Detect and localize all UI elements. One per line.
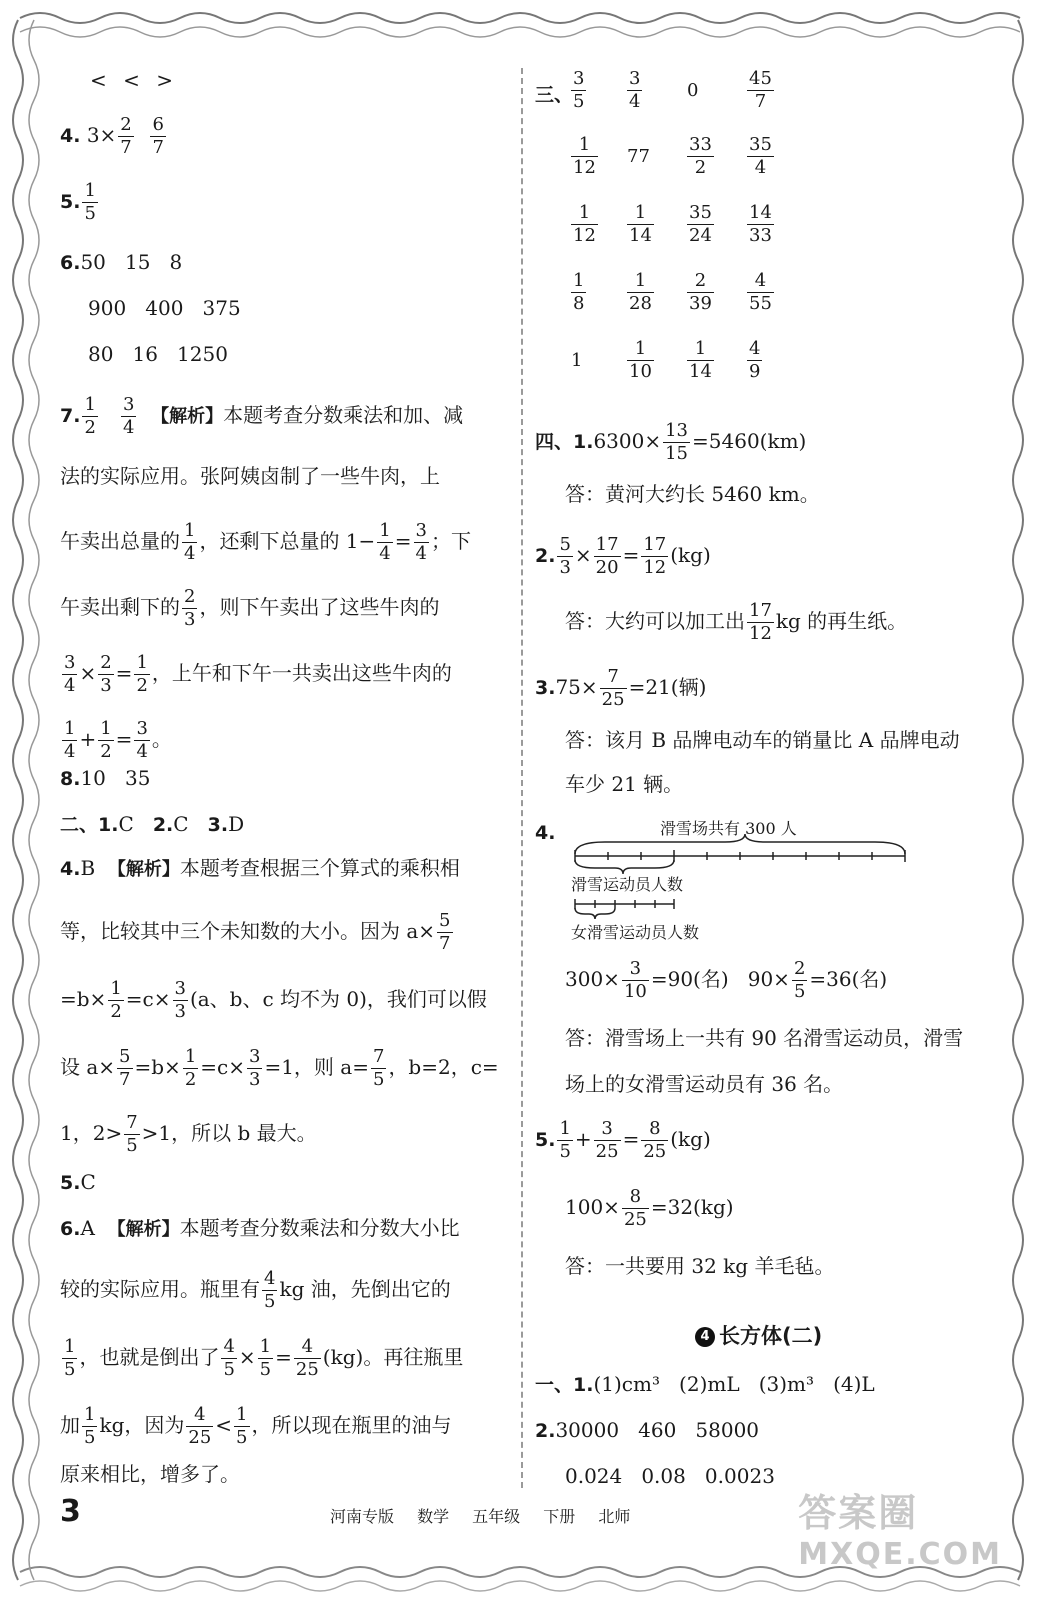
denominator: 12 [573,225,596,246]
fraction [641,534,668,579]
diagram-athletes-label: 滑雪运动员人数 [571,875,684,894]
numerator: 2 [793,958,806,979]
numerator: 1 [571,202,598,225]
numerator: 1 [84,1404,96,1425]
numerator: 3 [122,394,135,415]
grid-cell: 0 [687,80,699,101]
denominator: 8 [573,293,585,314]
denominator: 25 [295,1359,319,1380]
s4q4-answer-2: 场上的女滑雪运动员有 36 名。 [565,1072,844,1096]
denominator: 5 [793,981,806,1002]
q6-values-2: 900 400 375 [88,296,241,320]
denominator: 2 [110,1001,122,1022]
fraction [687,338,714,383]
fraction [792,958,807,1003]
grid-cell [627,270,654,315]
fraction [627,338,654,383]
numerator: 1 [64,1336,76,1357]
fraction [557,1118,572,1163]
fraction [121,394,136,439]
numerator: 45 [749,68,772,89]
analysis-tag: 【解析】 [107,859,180,880]
numerator: 3 [415,520,427,541]
grid-cell: 1 [571,350,583,371]
fraction [437,910,452,955]
denominator: 14 [629,225,652,246]
fraction [571,68,586,113]
fraction [82,180,97,225]
q4-answer [60,114,168,159]
s4q1-answer: 答：黄河大约长 5460 km。 [565,482,820,506]
denominator: 2 [184,1069,197,1090]
fraction [377,520,392,565]
denominator: 25 [601,689,625,710]
denominator: 10 [629,361,652,382]
section3-label: 三、 [535,84,574,106]
denominator: 2 [694,157,707,178]
numerator: 1 [64,718,76,739]
n2-answer: 2.30000 460 58000 [535,1418,760,1442]
fraction [687,134,714,179]
q7-text-3: 午卖出总量的 $\frac{1}{4}$ ，还剩下总量的 1− $\frac{1}{4}$ = $\frac{3}{4}$ ；下 [60,520,471,564]
fraction [118,114,133,159]
numerator: 4 [264,1268,276,1289]
grid-cell [571,202,598,247]
fraction [258,1336,273,1381]
numerator: 8 [641,1118,668,1141]
s4q5-answer: 答：一共要用 32 kg 羊毛毡。 [565,1254,835,1278]
denominator: 5 [559,1141,571,1162]
numerator: 4 [749,338,761,359]
s4q5-label: 5. [535,1129,556,1151]
numerator: 1 [259,1336,272,1357]
numerator: 17 [643,534,667,555]
diagram-total-label: 滑雪场共有 300 人 [660,819,797,838]
fraction [747,600,774,645]
denominator: 3 [174,1001,186,1022]
denominator: 7 [439,933,451,954]
analysis-tag: 【解析】 [107,1219,180,1240]
numerator: 1 [110,978,122,999]
s2q6-text-2: 较的实际应用。瓶里有 $\frac{4}{5}$ kg 油，先倒出它的 [60,1268,451,1312]
numerator: 17 [749,600,772,621]
s2q6-text-4: 加 $\frac{1}{5}$ kg，因为 $\frac{4}{25}$ < $\frac{1}{5}$ ，所以现在瓶里的油与 [60,1404,452,1448]
footer-text: 河南专版 数学 五年级 下册 北师 [330,1507,631,1526]
s2q4-answer-line1: 4.B 【解析】本题考查根据三个算式的乘积相 [60,856,460,880]
fraction [571,202,598,247]
q5-answer [60,180,100,225]
denominator: 25 [188,1427,212,1448]
numerator: 17 [595,534,619,555]
section-number-badge: 4 [695,1327,715,1347]
fraction [221,1336,236,1381]
denominator: 5 [573,91,585,112]
numerator: 1 [627,338,654,361]
grid-cell [687,270,714,315]
grid-cell [747,202,774,247]
fraction [98,718,113,763]
fraction [641,1118,668,1163]
denominator: 12 [749,623,772,644]
fraction [747,270,774,315]
grid-cell [571,68,586,113]
grid-cell: 77 [627,146,650,167]
denominator: 4 [64,741,76,762]
numerator: 1 [627,202,654,225]
section-title: 长方体(二) [719,1324,823,1348]
fraction [247,1046,262,1091]
denominator: 4 [629,91,641,112]
fraction [571,270,586,315]
s2q4-text-2: 等，比较其中三个未知数的大小。因为 a× $\frac{5}{7}$ [60,910,451,954]
s4-label: 四、1. [535,431,594,453]
denominator: 12 [573,157,596,178]
s4q2-answer: 答：大约可以加工出 $\frac{17}{12}$ kg 的再生纸。 [565,600,908,644]
fraction [594,534,621,579]
numerator: 2 [687,270,714,293]
numerator: 1 [136,652,148,673]
numerator: 1 [100,718,112,739]
left-column [60,58,510,1498]
q8-answer [60,764,150,793]
denominator: 2 [100,741,112,762]
q6-values-3: 80 16 1250 [88,342,228,366]
fraction [594,1118,621,1163]
numerator: 4 [294,1336,321,1359]
fraction [234,1404,249,1449]
grid-cell [747,68,774,113]
fraction [414,520,429,565]
grid-cell [747,338,762,383]
s4q3-answer-1: 答：该月 B 品牌电动车的销量比 A 品牌电动 [565,728,960,752]
q7-text-2: 法的实际应用。张阿姨卤制了一些牛肉，上 [60,464,440,488]
fraction [663,420,690,465]
column-divider [521,68,523,1488]
grid-cell [687,202,714,247]
denominator: 7 [120,137,132,158]
fraction [173,978,188,1023]
fraction [627,202,654,247]
grid-cell [747,134,774,179]
numerator: 3 [136,718,148,739]
q6-label: 6. [60,252,81,274]
numerator: 2 [120,114,132,135]
numerator: 5 [559,534,571,555]
denominator: 25 [623,1209,647,1230]
denominator: 3 [249,1069,261,1090]
page-number: 3 [60,1494,81,1529]
numerator: 14 [749,202,772,223]
q8-label: 8. [60,768,81,790]
fraction [62,652,77,697]
denominator: 4 [415,543,427,564]
s4q4-calc: 300× $\frac{3}{10}$ =90(名) 90× $\frac{2}{5}$ =36(名) [565,958,888,1002]
fraction [747,134,774,179]
segment-diagram [565,816,965,942]
numerator: 1 [687,338,714,361]
numerator: 4 [747,270,774,293]
fraction [747,338,762,383]
q4-expr: 3× [86,123,117,147]
denominator: 15 [665,443,689,464]
n2-label: 2. [535,1420,556,1442]
numerator: 5 [439,910,451,931]
denominator: 5 [223,1359,235,1380]
s2-label: 二、1. [60,814,119,836]
s4q3-calc: 3.75× $\frac{7}{25}$ =21(辆) [535,666,707,710]
fraction [134,718,149,763]
numerator: 4 [223,1336,235,1357]
denominator: 33 [749,225,772,246]
numerator: 8 [622,1186,649,1209]
denominator: 2 [136,675,148,696]
fraction [747,202,774,247]
denominator: 9 [749,361,761,382]
section2-answers: 二、1.C 2.C 3.D [60,812,245,836]
s2q6-text-5: 原来相比，增多了。 [60,1462,240,1486]
grid-cell [747,270,774,315]
q7-label: 7. [60,405,81,427]
s2q6-label: 6. [60,1218,81,1240]
denominator: 5 [236,1427,248,1448]
denominator: 12 [643,557,667,578]
s2q6-answer-line1: 6.A 【解析】本题考查分数乘法和分数大小比 [60,1216,460,1240]
fraction [82,1404,97,1449]
fraction [62,1336,77,1381]
numerator: 1 [571,134,598,157]
fraction [98,652,113,697]
denominator: 5 [264,1291,276,1312]
numerator: 13 [665,420,689,441]
fraction [747,68,774,113]
denominator: 24 [689,225,712,246]
s2q5-answer: 5.C [60,1170,96,1194]
numerator: 2 [184,586,196,607]
s2q4-text-3: =b× $\frac{1}{2}$ =c× $\frac{3}{3}$ (a、b、c 均不为 0)，我们可以假 [60,978,487,1022]
denominator: 5 [259,1359,272,1380]
q6-values-1: 50 15 8 [80,250,183,274]
fraction [294,1336,321,1381]
section-heading [695,1320,822,1350]
numerator: 3 [64,652,76,673]
s4q2-label: 2. [535,545,556,567]
watermark-text: 答案圈 [798,1491,919,1535]
denominator: 2 [84,417,96,438]
denominator: 5 [372,1069,385,1090]
denominator: 4 [136,741,148,762]
s2q4-label: 4. [60,858,81,880]
fraction [182,520,197,565]
s4q5-calc-2: 100× $\frac{8}{25}$ =32(kg) [565,1186,734,1230]
fraction [571,134,598,179]
fraction [622,958,649,1003]
denominator: 3 [100,675,112,696]
fraction [124,1112,139,1157]
s4q4-answer-1: 答：滑雪场上一共有 90 名滑雪运动员，滑雪 [565,1026,964,1050]
numerator: 3 [629,68,641,89]
q7-text-4: 午卖出剩下的 $\frac{2}{3}$ ，则下午卖出了这些牛肉的 [60,586,440,630]
denominator: 4 [122,417,135,438]
numerator: 35 [689,202,712,223]
denominator: 5 [126,1135,138,1156]
fraction [183,1046,198,1091]
watermark [798,1482,1002,1572]
numerator: 1 [627,270,654,293]
denominator: 4 [64,675,76,696]
grid-cell [627,338,654,383]
fraction [627,270,654,315]
numerator: 1 [184,1046,197,1067]
denominator: 7 [754,91,767,112]
numerator: 3 [174,978,186,999]
q7-text-5: $\frac{3}{4}$ × $\frac{2}{3}$ = $\frac{1}{2}$ ，上午和下午一共卖出这些牛肉的 [64,652,452,696]
denominator: 10 [623,981,647,1002]
fraction [262,1268,277,1313]
fraction [150,114,165,159]
fraction [82,394,97,439]
numerator: 3 [622,958,649,981]
fraction [687,202,714,247]
right-column [535,58,1005,1498]
numerator: 1 [559,1118,571,1139]
numerator: 3 [249,1046,261,1067]
watermark-url: MXQE.COM [798,1537,1002,1572]
numerator: 6 [152,114,164,135]
fraction [627,68,642,113]
s4q3-label: 3. [535,677,556,699]
numerator: 1 [84,180,96,201]
numerator: 4 [186,1404,213,1427]
n1-answer: 一、1.(1)cm³ (2)mL (3)m³ (4)L [535,1372,875,1396]
fraction [134,652,149,697]
numerator: 5 [119,1046,131,1067]
answer-page [60,58,1005,1538]
numerator: 7 [600,666,627,689]
fraction [371,1046,386,1091]
q6-answer-row1 [60,248,182,277]
grid-cell [627,202,654,247]
comparison-symbols: < < > [90,68,173,92]
fraction [108,978,123,1023]
numerator: 2 [100,652,112,673]
grid-cell [627,68,642,113]
fraction [622,1186,649,1231]
denominator: 28 [629,293,652,314]
numerator: 1 [84,394,96,415]
denominator: 25 [595,1141,619,1162]
q4-label: 4. [60,125,81,147]
s2q4-text-5: 1，2> $\frac{7}{5}$ >1，所以 b 最大。 [60,1112,317,1156]
fraction [687,270,714,315]
q7-answer-line1 [60,394,463,439]
denominator: 7 [119,1069,131,1090]
denominator: 25 [643,1141,667,1162]
denominator: 20 [595,557,619,578]
fraction [117,1046,132,1091]
numerator: 7 [126,1112,138,1133]
n1-label: 一、1. [535,1374,594,1396]
denominator: 4 [754,157,767,178]
numerator: 1 [236,1404,248,1425]
fraction [62,718,77,763]
denominator: 4 [379,543,391,564]
fraction [186,1404,213,1449]
q7-text-1: 本题考查分数乘法和加、减 [223,403,464,427]
numerator: 1 [184,520,196,541]
s4q2-calc: 2. $\frac{5}{3}$ × $\frac{17}{20}$ = $\frac{17}{12}$ (kg) [535,534,711,578]
denominator: 4 [184,543,196,564]
s2q4-text-4: 设 a× $\frac{5}{7}$ =b× $\frac{1}{2}$ =c× $\frac{3}{3}$ =1，则 a= $\frac{7}{5}$ ，b=2，c= [60,1046,499,1090]
denominator: 3 [184,609,196,630]
denominator: 39 [689,293,712,314]
numerator: 1 [379,520,391,541]
numerator: 7 [372,1046,385,1067]
fraction [557,534,572,579]
numerator: 3 [594,1118,621,1141]
s4q5-calc-1: 5. $\frac{1}{5}$ + $\frac{3}{25}$ = $\frac{8}{25}$ (kg) [535,1118,711,1162]
analysis-tag: 【解析】 [151,406,224,427]
diagram-female-athletes-label: 女滑雪运动员人数 [571,923,700,942]
s4q3-answer-2: 车少 21 辆。 [565,772,684,796]
n2-answer-row2: 0.024 0.08 0.0023 [565,1464,775,1488]
s2q6-text-3: $\frac{1}{5}$ ，也就是倒出了 $\frac{4}{5}$ × $\frac{1}{5}$ = $\frac{4}{25}$ (kg)。再往瓶里 [64,1336,464,1380]
denominator: 7 [152,137,164,158]
grid-cell [687,134,714,179]
grid-cell [571,134,598,179]
denominator: 5 [84,203,96,224]
s4q4-label: 4. [535,822,556,844]
q7-text-6: $\frac{1}{4}$ + $\frac{1}{2}$ = $\frac{3}{4}$ 。 [64,718,172,762]
grid-cell [571,270,586,315]
s4q1-calc: 四、1.6300× $\frac{13}{15}$ =5460(km) [535,420,807,464]
q8-values: 10 35 [80,766,151,790]
denominator: 14 [689,361,712,382]
denominator: 55 [749,293,772,314]
numerator: 1 [573,270,585,291]
s2q5-label: 5. [60,1172,81,1194]
numerator: 35 [749,134,772,155]
denominator: 3 [559,557,571,578]
fraction [182,586,197,631]
numerator: 3 [573,68,585,89]
denominator: 5 [64,1359,76,1380]
fraction [600,666,627,711]
numerator: 33 [689,134,712,155]
denominator: 5 [84,1427,96,1448]
q5-label: 5. [60,191,81,213]
grid-cell [687,338,714,383]
